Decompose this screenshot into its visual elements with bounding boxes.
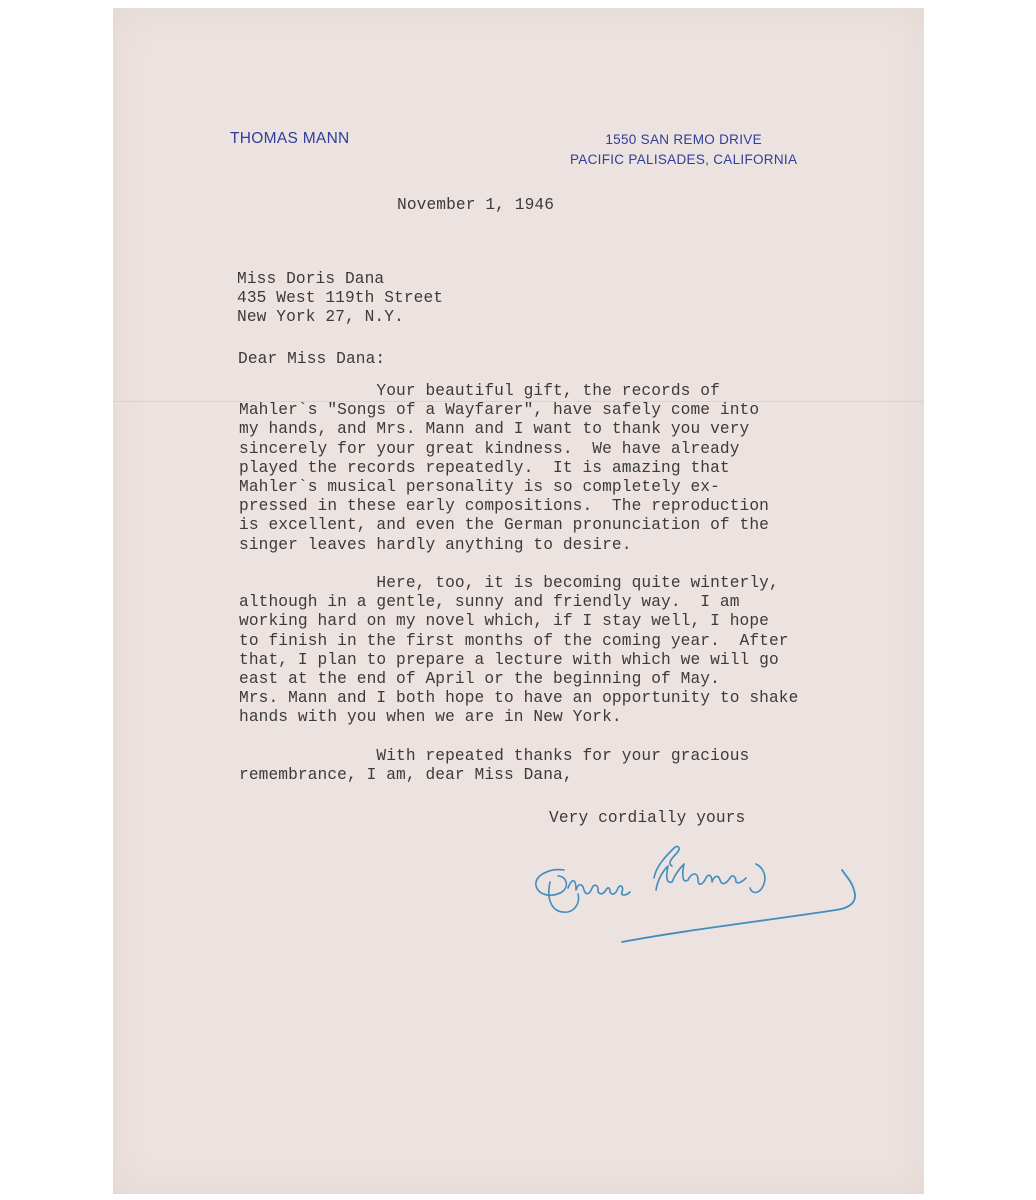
recipient-line: New York 27, N.Y. [237,308,404,327]
body-line: working hard on my novel which, if I stay well, I hope [239,612,769,631]
body-line: With repeated thanks for your gracious [239,746,750,765]
paragraph-gap [239,728,798,747]
recipient-address [237,270,443,328]
body-line: east at the end of April or the beginning of May. [239,670,720,689]
recipient-line: Miss Doris Dana [237,270,385,288]
paragraph [239,382,798,555]
body-line: although in a gentle, sunny and friendly way. I am [239,593,740,612]
salutation: Dear Miss Dana: [238,350,386,368]
body-line: hands with you when we are in New York. [239,708,622,727]
letterhead-address [570,130,797,170]
body-line: is excellent, and even the German pronunciation of the [239,516,769,535]
letter-page [113,8,924,1194]
letterhead-address-line: PACIFIC PALISADES, CALIFORNIA [570,152,798,167]
letter-date: November 1, 1946 [397,196,555,214]
body-line: Mahler`s musical personality is so completely ex- [239,478,720,497]
body-line: my hands, and Mrs. Mann and I want to thank you very [239,420,750,439]
body-line: played the records repeatedly. It is amazing that [239,458,730,477]
body-line: Mahler`s "Songs of a Wayfarer", have safely come into [239,401,760,420]
paragraph [239,747,798,785]
body-line: pressed in these early compositions. The reproduction [239,497,769,516]
body-line: Your beautiful gift, the records of [239,382,720,400]
body-line: that, I plan to prepare a lecture with which we will go [239,650,779,669]
handwritten-signature [506,830,866,950]
letter-body [239,382,798,785]
body-line: Mrs. Mann and I both hope to have an opportunity to shake [239,689,799,708]
paragraph [239,574,798,728]
closing: Very cordially yours [549,809,746,827]
body-line: sincerely for your great kindness. We have already [239,439,740,458]
letterhead-name: THOMAS MANN [230,130,350,147]
recipient-line: 435 West 119th Street [237,289,444,308]
body-line: singer leaves hardly anything to desire. [239,535,632,554]
body-line: to finish in the first months of the coming year. After [239,631,789,650]
body-line: Here, too, it is becoming quite winterly, [239,574,779,593]
paragraph-gap [239,555,798,574]
body-line: remembrance, I am, dear Miss Dana, [239,766,573,785]
letterhead-address-line: 1550 SAN REMO DRIVE [605,132,762,147]
